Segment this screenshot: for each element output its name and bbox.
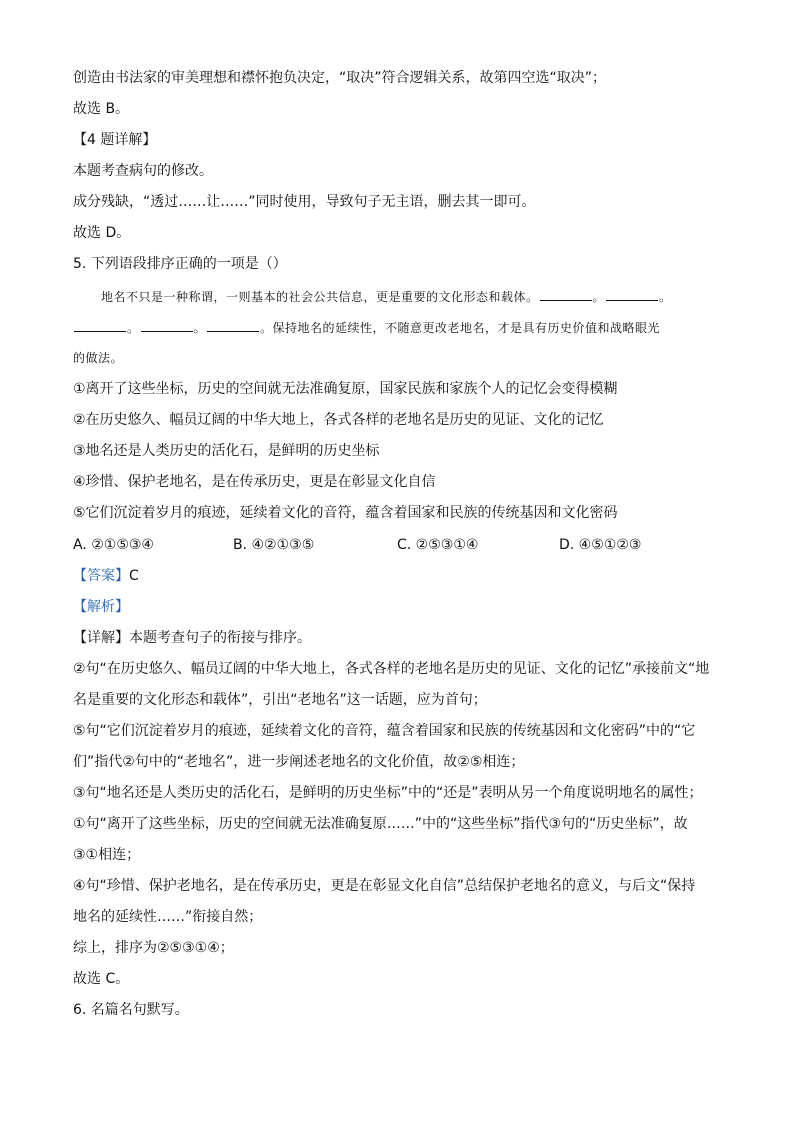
question-5-stem: 5. 下列语段排序正确的一项是（） (73, 256, 287, 272)
text-line: 故选 B。 (73, 101, 130, 117)
sentence-item: ①离开了这些坐标，历史的空间就无法准确复原，国家民族和家族个人的记忆会变得模糊 (73, 381, 618, 397)
answer-line (73, 566, 734, 586)
option-c: C. ②⑤③①④ (397, 537, 479, 553)
analysis-line: 综上，排序为②⑤③①④； (73, 940, 234, 956)
analysis-line: 故选 C。 (73, 971, 130, 987)
answer-options (73, 535, 733, 555)
analysis-line: ③句“地名还是人类历史的活化石，是鲜明的历史坐标”中的“还是”表明从另一个角度说明地名的属性； (73, 785, 703, 801)
text-line: 本题考查病句的修改。 (73, 163, 213, 179)
sentence-item: ③地名还是人类历史的活化石，是鲜明的历史坐标 (73, 443, 380, 459)
passage-line: 地名不只是一种称谓，一则基本的社会公共信息，更是重要的文化形态和载体。 。 。 (101, 290, 672, 304)
passage-line: 。 。 。保持地名的延续性，不随意更改老地名，才是具有历史价值和战略眼光 (73, 318, 734, 338)
blank (207, 319, 259, 332)
text-line: 成分残缺，“透过……让……”同时使用，导致句子无主语，删去其一即可。 (73, 194, 536, 210)
section-heading: 【4 题详解】 (73, 132, 157, 148)
answer-value: C (129, 568, 139, 584)
sentence-item: ②在历史悠久、幅员辽阔的中华大地上，各式各样的老地名是历史的见证、文化的记忆 (73, 412, 604, 428)
analysis-line: 地名的延续性……”衔接自然； (73, 909, 263, 925)
sentence-item: ⑤它们沉淀着岁月的痕迹，延续着文化的音符，蕴含着国家和民族的传统基因和文化密码 (73, 505, 618, 521)
text-line: 故选 D。 (73, 225, 131, 241)
passage-text: 地名不只是一种称谓，一则基本的社会公共信息，更是重要的文化形态和载体。 (101, 290, 539, 304)
analysis-line: ②句“在历史悠久、幅员辽阔的中华大地上，各式各样的老地名是历史的见证、文化的记忆”承接前文“地 (73, 661, 710, 677)
analysis-label: 【解析】 (73, 599, 129, 615)
blank (141, 319, 193, 332)
answer-label: 【答案】 (73, 568, 129, 584)
analysis-line: 名是重要的文化形态和载体”，引出“老地名”这一话题，应为首句； (73, 692, 487, 708)
analysis-line: ④句“珍惜、保护老地名，是在传承历史，更是在彰显文化自信”总结保护老地名的意义，与后文“保持 (73, 878, 696, 894)
passage-line: 的做法。 (73, 351, 124, 365)
option-d: D. ④⑤①②③ (559, 537, 642, 553)
question-6-stem: 6. 名篇名句默写。 (73, 1002, 189, 1018)
text-line: 创造由书法家的审美理想和襟怀抱负决定，“取决”符合逻辑关系，故第四空选“取决”； (73, 70, 607, 86)
blank (540, 288, 592, 301)
analysis-line: 们”指代②句中的“老地名”，进一步阐述老地名的文化价值，故②⑤相连； (73, 754, 525, 770)
option-a: A. ②①⑤③④ (73, 537, 154, 553)
sentence-item: ④珍惜、保护老地名，是在传承历史，更是在彰显文化自信 (73, 474, 436, 490)
passage-text: 。保持地名的延续性，不随意更改老地名，才是具有历史价值和战略眼光 (260, 321, 661, 335)
analysis-line: ③①相连； (73, 847, 141, 863)
analysis-line: ①句“离开了这些坐标，历史的空间就无法准确复原……”中的“这些坐标”指代③句的“历史坐标”，故 (73, 816, 688, 832)
option-b: B. ④②①③⑤ (233, 537, 315, 553)
detail-line: 【详解】本题考查句子的衔接与排序。 (73, 630, 311, 646)
blank (74, 319, 126, 332)
blank (606, 288, 658, 301)
analysis-line: ⑤句“它们沉淀着岁月的痕迹，延续着文化的音符，蕴含着国家和民族的传统基因和文化密码”中的“它 (73, 723, 696, 739)
